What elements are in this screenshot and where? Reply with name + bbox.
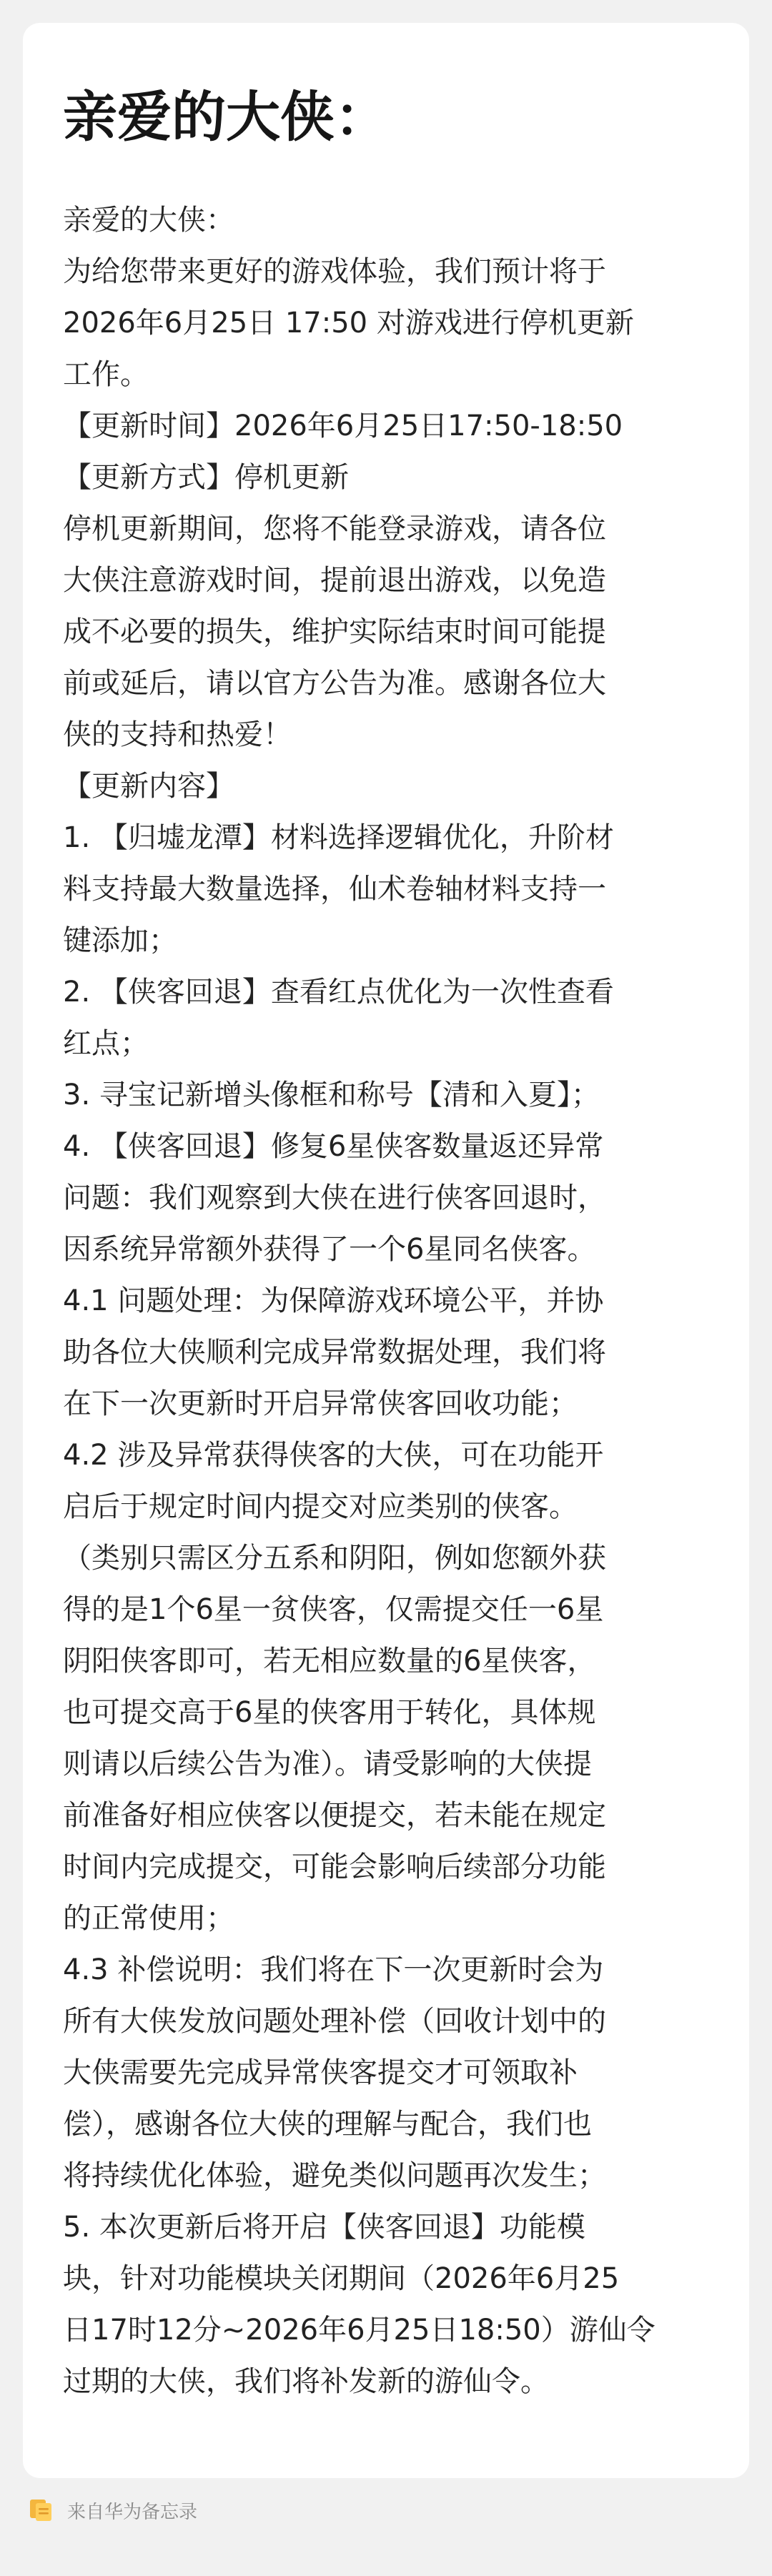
note-line: 块，针对功能模块关闭期间（2026年6月25 xyxy=(63,2262,620,2295)
note-line: 日17时12分~2026年6月25日18:50）游仙令 xyxy=(63,2314,655,2347)
note-line: 问题：我们观察到大侠在进行侠客回退时， xyxy=(63,1182,606,1214)
note-title: 亲爱的大侠： xyxy=(63,85,389,149)
note-line: 前或延后，请以官方公告为准。感谢各位大 xyxy=(63,667,606,700)
note-line: 则请以后续公告为准）。请受影响的大侠提 xyxy=(63,1748,592,1780)
note-body xyxy=(63,194,709,2407)
note-line: 前准备好相应侠客以便提交，若未能在规定 xyxy=(63,1799,606,1832)
note-line: 3. 寻宝记新增头像框和称号【清和入夏】； xyxy=(63,1079,600,1111)
note-line: 【更新时间】2026年6月25日17:50-18:50 xyxy=(63,410,623,442)
note-line: 时间内完成提交，可能会影响后续部分功能 xyxy=(63,1851,606,1883)
note-line: 成不必要的损失，维护实际结束时间可能提 xyxy=(63,615,606,648)
note-line: 大侠需要先完成异常侠客提交才可领取补 xyxy=(63,2056,578,2089)
note-line: （类别只需区分五系和阴阳，例如您额外获 xyxy=(63,1542,606,1575)
note-card xyxy=(23,23,749,2478)
source-label: 来自华为备忘录 xyxy=(67,2501,198,2523)
note-line: 1. 【归墟龙潭】材料选择逻辑优化，升阶材 xyxy=(63,821,614,854)
note-line: 料支持最大数量选择，仙术卷轴材料支持一 xyxy=(63,873,606,906)
note-line: 4.3 补偿说明：我们将在下一次更新时会为 xyxy=(63,1953,604,1986)
note-line: 所有大侠发放问题处理补偿（回收计划中的 xyxy=(63,2005,606,2038)
note-line: 【更新内容】 xyxy=(63,770,234,803)
source-footer xyxy=(29,2496,197,2525)
note-line: 侠的支持和热爱！ xyxy=(63,718,292,751)
note-line: 的正常使用； xyxy=(63,1902,234,1935)
note-line: 4.2 涉及异常获得侠客的大侠，可在功能开 xyxy=(63,1439,604,1472)
note-line: 启后于规定时间内提交对应类别的侠客。 xyxy=(63,1490,578,1523)
note-line: 在下一次更新时开启异常侠客回收功能； xyxy=(63,1387,578,1420)
note-line: 4.1 问题处理：为保障游戏环境公平，并协 xyxy=(63,1284,604,1317)
note-line: 因系统异常额外获得了一个6星同名侠客。 xyxy=(63,1233,596,1266)
note-line: 阴阳侠客即可，若无相应数量的6星侠客， xyxy=(63,1645,596,1678)
note-line: 亲爱的大侠： xyxy=(63,204,234,237)
note-line: 4. 【侠客回退】修复6星侠客数量返还异常 xyxy=(63,1130,604,1163)
notes-app-icon xyxy=(29,2499,53,2522)
note-line: 将持续优化体验，避免类似问题再次发生； xyxy=(63,2159,606,2192)
note-line: 也可提交高于6星的侠客用于转化，具体规 xyxy=(63,1696,596,1729)
note-line: 偿），感谢各位大侠的理解与配合，我们也 xyxy=(63,2108,592,2141)
note-line: 过期的大侠，我们将补发新的游仙令。 xyxy=(63,2365,549,2398)
note-line: 助各位大侠顺利完成异常数据处理，我们将 xyxy=(63,1336,606,1369)
note-line: 2026年6月25日 17:50 对游戏进行停机更新 xyxy=(63,307,634,340)
note-line: 工作。 xyxy=(63,358,149,391)
note-line: 5. 本次更新后将开启【侠客回退】功能模 xyxy=(63,2211,585,2244)
note-line: 红点； xyxy=(63,1027,149,1060)
note-line: 停机更新期间，您将不能登录游戏，请各位 xyxy=(63,512,606,545)
note-line: 得的是1个6星一贫侠客，仅需提交任一6星 xyxy=(63,1593,604,1626)
note-line: 【更新方式】停机更新 xyxy=(63,461,349,494)
note-line: 为给您带来更好的游戏体验，我们预计将于 xyxy=(63,255,606,288)
note-line: 2. 【侠客回退】查看红点优化为一次性查看 xyxy=(63,976,614,1009)
note-line: 大侠注意游戏时间，提前退出游戏，以免造 xyxy=(63,564,606,597)
note-line: 键添加； xyxy=(63,924,177,957)
